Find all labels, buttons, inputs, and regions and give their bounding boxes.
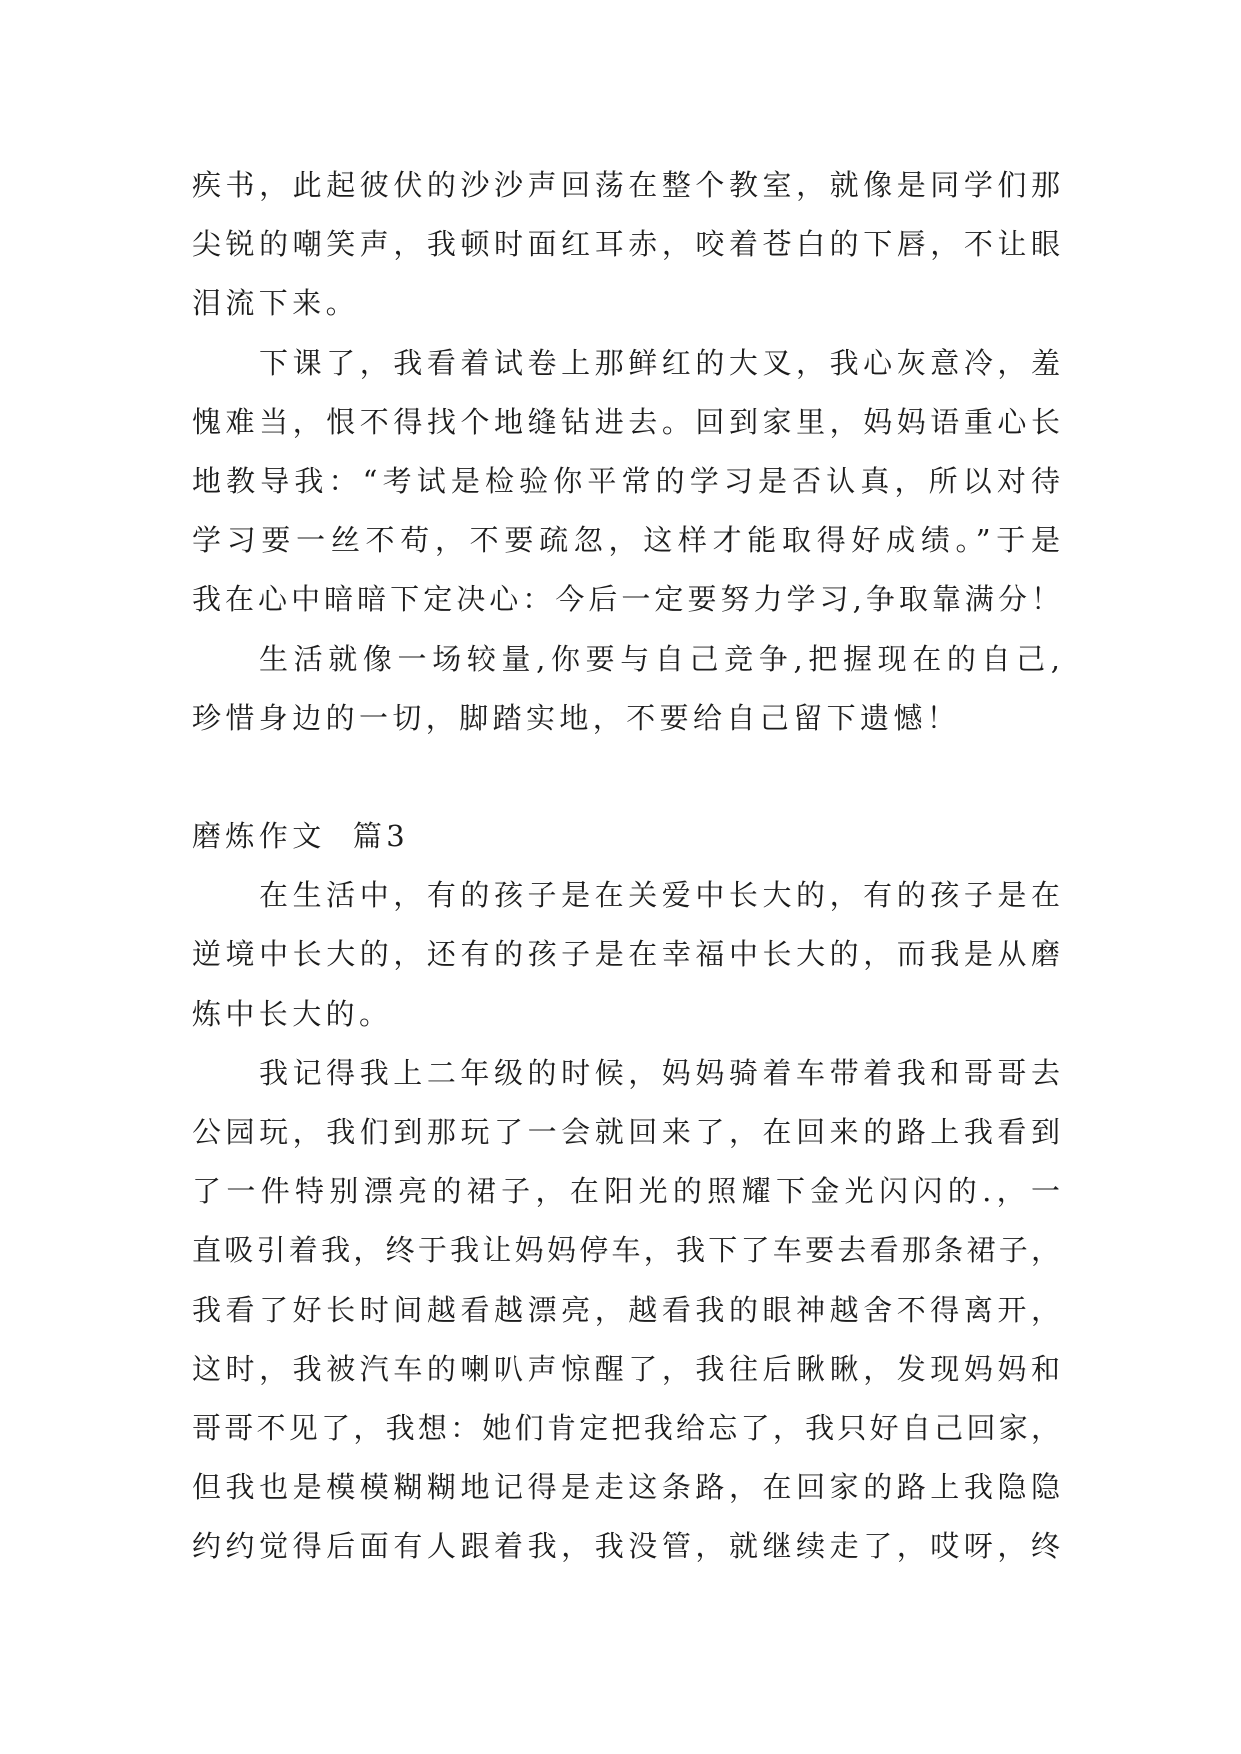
text-line: 下课了，我看着试卷上那鲜红的大叉，我心灰意冷，羞 [259,345,1060,380]
text-line: 我看了好长时间越看越漂亮，越看我的眼神越舍不得离开， [192,1292,1060,1327]
paragraph [192,1044,1060,1577]
paragraph [192,866,1060,1044]
section-heading: 磨炼作文 篇3 [192,819,410,854]
paragraph [192,156,1060,334]
text-line: 泪流下来。 [192,286,360,321]
text-line: 疾书，此起彼伏的沙沙声回荡在整个教室，就像是同学们那 [192,168,1060,202]
paragraph-gap [192,748,1060,807]
text-line: 直吸引着我，终于我让妈妈停车，我下了车要去看那条裙子， [192,1233,1060,1268]
text-line: 但我也是模模糊糊地记得是走这条路，在回家的路上我隐隐 [192,1470,1060,1505]
document-body [192,156,1060,1577]
text-line: 尖锐的嘲笑声，我顿时面红耳赤，咬着苍白的下唇，不让眼 [192,227,1060,262]
text-line: 我记得我上二年级的时候，妈妈骑着车带着我和哥哥去 [259,1055,1060,1090]
text-line: 地教导我：“考试是检验你平常的学习是否认真，所以对待 [192,463,1060,498]
text-line: 约约觉得后面有人跟着我，我没管，就继续走了，哎呀，终 [192,1529,1060,1564]
text-line: 炼中长大的。 [192,996,393,1031]
text-line: 公园玩，我们到那玩了一会就回来了，在回来的路上我看到 [192,1115,1060,1149]
text-line: 愧难当，恨不得找个地缝钻进去。回到家里，妈妈语重心长 [192,404,1060,439]
paragraph [192,630,1060,748]
text-line: 了一件特别漂亮的裙子，在阳光的照耀下金光闪闪的.，一 [192,1174,1060,1209]
text-line: 哥哥不见了，我想：她们肯定把我给忘了，我只好自己回家， [192,1410,1060,1445]
paragraph [192,334,1060,630]
text-line: 学习要一丝不苟，不要疏忽，这样才能取得好成绩。”于是 [192,523,1060,558]
text-line: 这时，我被汽车的喇叭声惊醒了，我往后瞅瞅，发现妈妈和 [192,1351,1060,1386]
text-line: 在生活中，有的孩子是在关爱中长大的，有的孩子是在 [259,878,1060,913]
text-line: 生活就像一场较量,你要与自己竞争,把握现在的自己, [259,641,1060,676]
text-line: 逆境中长大的，还有的孩子是在幸福中长大的，而我是从磨 [192,937,1060,972]
text-line: 我在心中暗暗下定决心：今后一定要努力学习,争取靠满分！ [192,582,1060,617]
text-line: 珍惜身边的一切，脚踏实地，不要给自己留下遗憾！ [192,700,961,735]
